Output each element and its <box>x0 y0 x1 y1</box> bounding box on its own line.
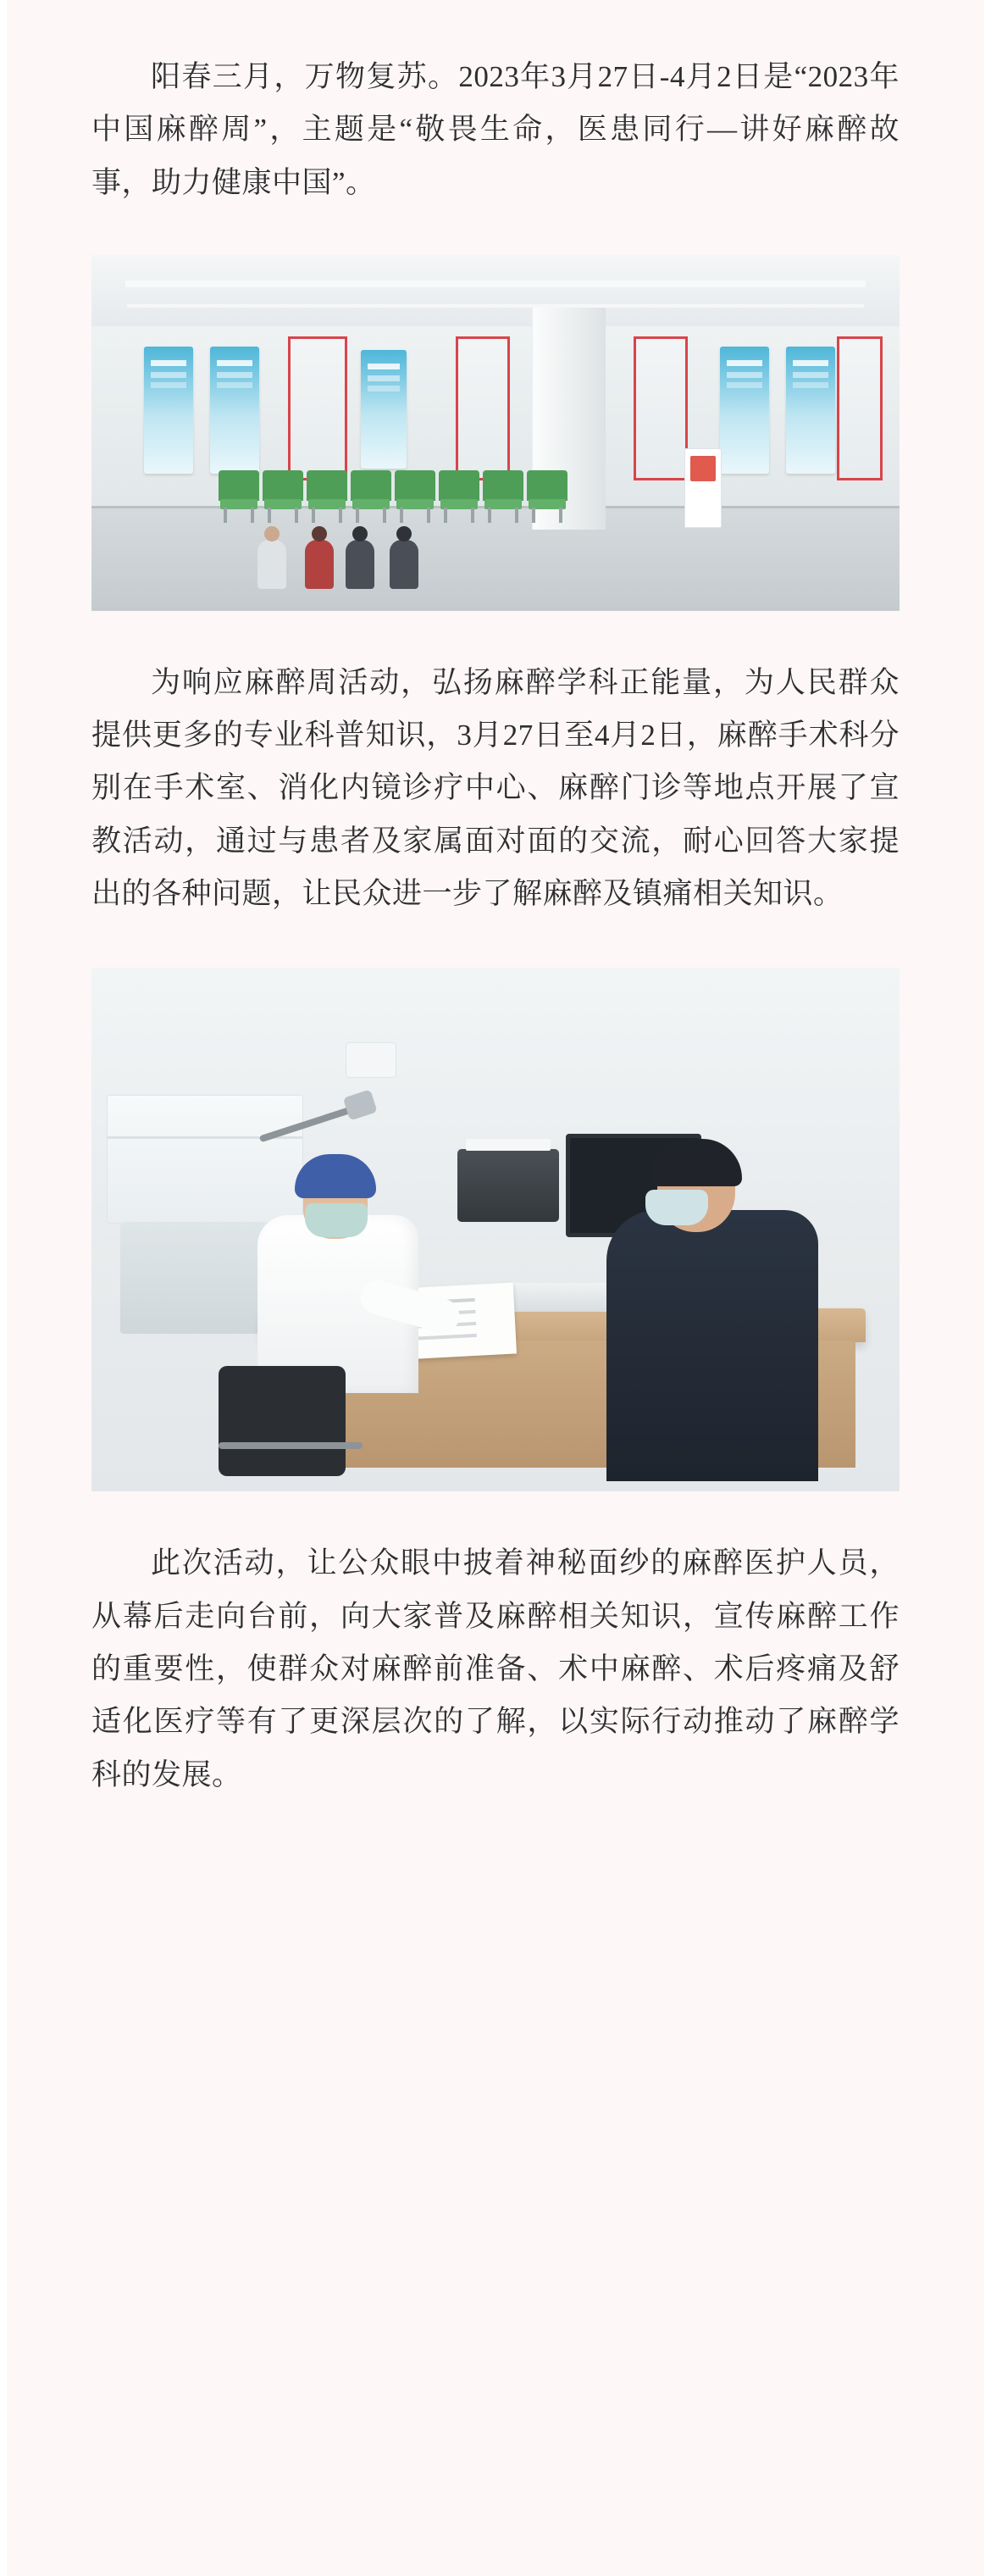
clinic-wall <box>91 968 900 1247</box>
hospital-waiting-hall-photo <box>91 255 900 611</box>
office-chair <box>219 1366 346 1476</box>
face-mask <box>645 1190 708 1225</box>
paragraph-1: 阳春三月，万物复苏。2023年3月27日-4月2日是“2023年中国麻醉周”，主题是“敬畏生命，医患同行—讲好麻醉故事，助力健康中国”。 <box>91 60 900 199</box>
anesthesia-clinic-consultation-photo <box>91 968 900 1491</box>
patient-hair <box>651 1139 742 1186</box>
seated-person <box>346 540 374 589</box>
face-mask <box>305 1203 368 1237</box>
hall-wall <box>91 326 900 506</box>
consultation-desk <box>261 1308 866 1342</box>
doctor-arm <box>357 1277 463 1338</box>
waiting-seat <box>483 470 523 523</box>
wall-cabinet <box>107 1095 303 1224</box>
waiting-seat-row <box>219 452 574 523</box>
clinic-illustration <box>91 968 900 1491</box>
health-banner <box>361 350 407 469</box>
spacer <box>91 1491 900 1537</box>
sink-counter <box>120 1222 290 1334</box>
health-banner <box>720 347 769 474</box>
waiting-seat <box>439 470 479 523</box>
keyboard <box>487 1283 636 1312</box>
paragraph-3: 此次活动，让公众眼中披着神秘面纱的麻醉医护人员，从幕后走向台前，向大家普及麻醉相关知识，宣传麻醉工作的重要性，使群众对麻醉前准备、术中麻醉、术后疼痛及舒适化医疗等有了更深层次的了解，以实际行动推动了麻醉学科的发展。 <box>91 1546 900 1791</box>
doctor-figure <box>257 1134 418 1388</box>
information-poster-stand <box>684 448 722 528</box>
soap-dispenser <box>346 1042 396 1078</box>
surgical-cap <box>295 1154 376 1198</box>
waiting-hall-illustration <box>91 255 900 611</box>
hall-doorway <box>456 336 510 480</box>
chair-base <box>219 1442 363 1449</box>
consent-documents <box>302 1283 517 1365</box>
desk-front-panel <box>271 1341 855 1468</box>
spacer <box>91 611 900 657</box>
waiting-seat <box>395 470 435 523</box>
desk-lamp <box>259 1105 358 1143</box>
seated-person <box>257 540 286 589</box>
waiting-seat <box>307 470 347 523</box>
hall-ceiling <box>91 255 900 328</box>
doctor-head <box>303 1173 368 1239</box>
waiting-seat <box>263 470 303 523</box>
health-banner <box>210 347 259 474</box>
waiting-seat <box>527 470 567 523</box>
patient-figure <box>606 1117 818 1473</box>
hall-doorway <box>634 336 688 480</box>
health-banner <box>786 347 835 474</box>
seated-person <box>305 540 334 589</box>
waiting-seat <box>351 470 391 523</box>
hall-doorway <box>288 336 347 480</box>
hall-doorway <box>837 336 883 480</box>
paragraph-2: 为响应麻醉周活动，弘扬麻醉学科正能量，为人民群众提供更多的专业科普知识，3月27日至4月2日，麻醉手术科分别在手术室、消化内镜诊疗中心、麻醉门诊等地点开展了宣教活动，通过与患者及家属面对面的交流，耐心回答大家提出的各种问题，让民众进一步了解麻醉及镇痛相关知识。 <box>91 665 900 911</box>
printer <box>457 1149 559 1222</box>
health-banner <box>144 347 193 474</box>
seated-person <box>390 540 418 589</box>
white-coat <box>257 1215 418 1393</box>
hall-pillar <box>532 308 606 530</box>
patient-jacket <box>606 1210 818 1481</box>
waiting-seat <box>219 470 259 523</box>
hall-floor <box>91 506 900 611</box>
computer-monitor <box>566 1134 701 1237</box>
patient-head <box>657 1151 735 1232</box>
